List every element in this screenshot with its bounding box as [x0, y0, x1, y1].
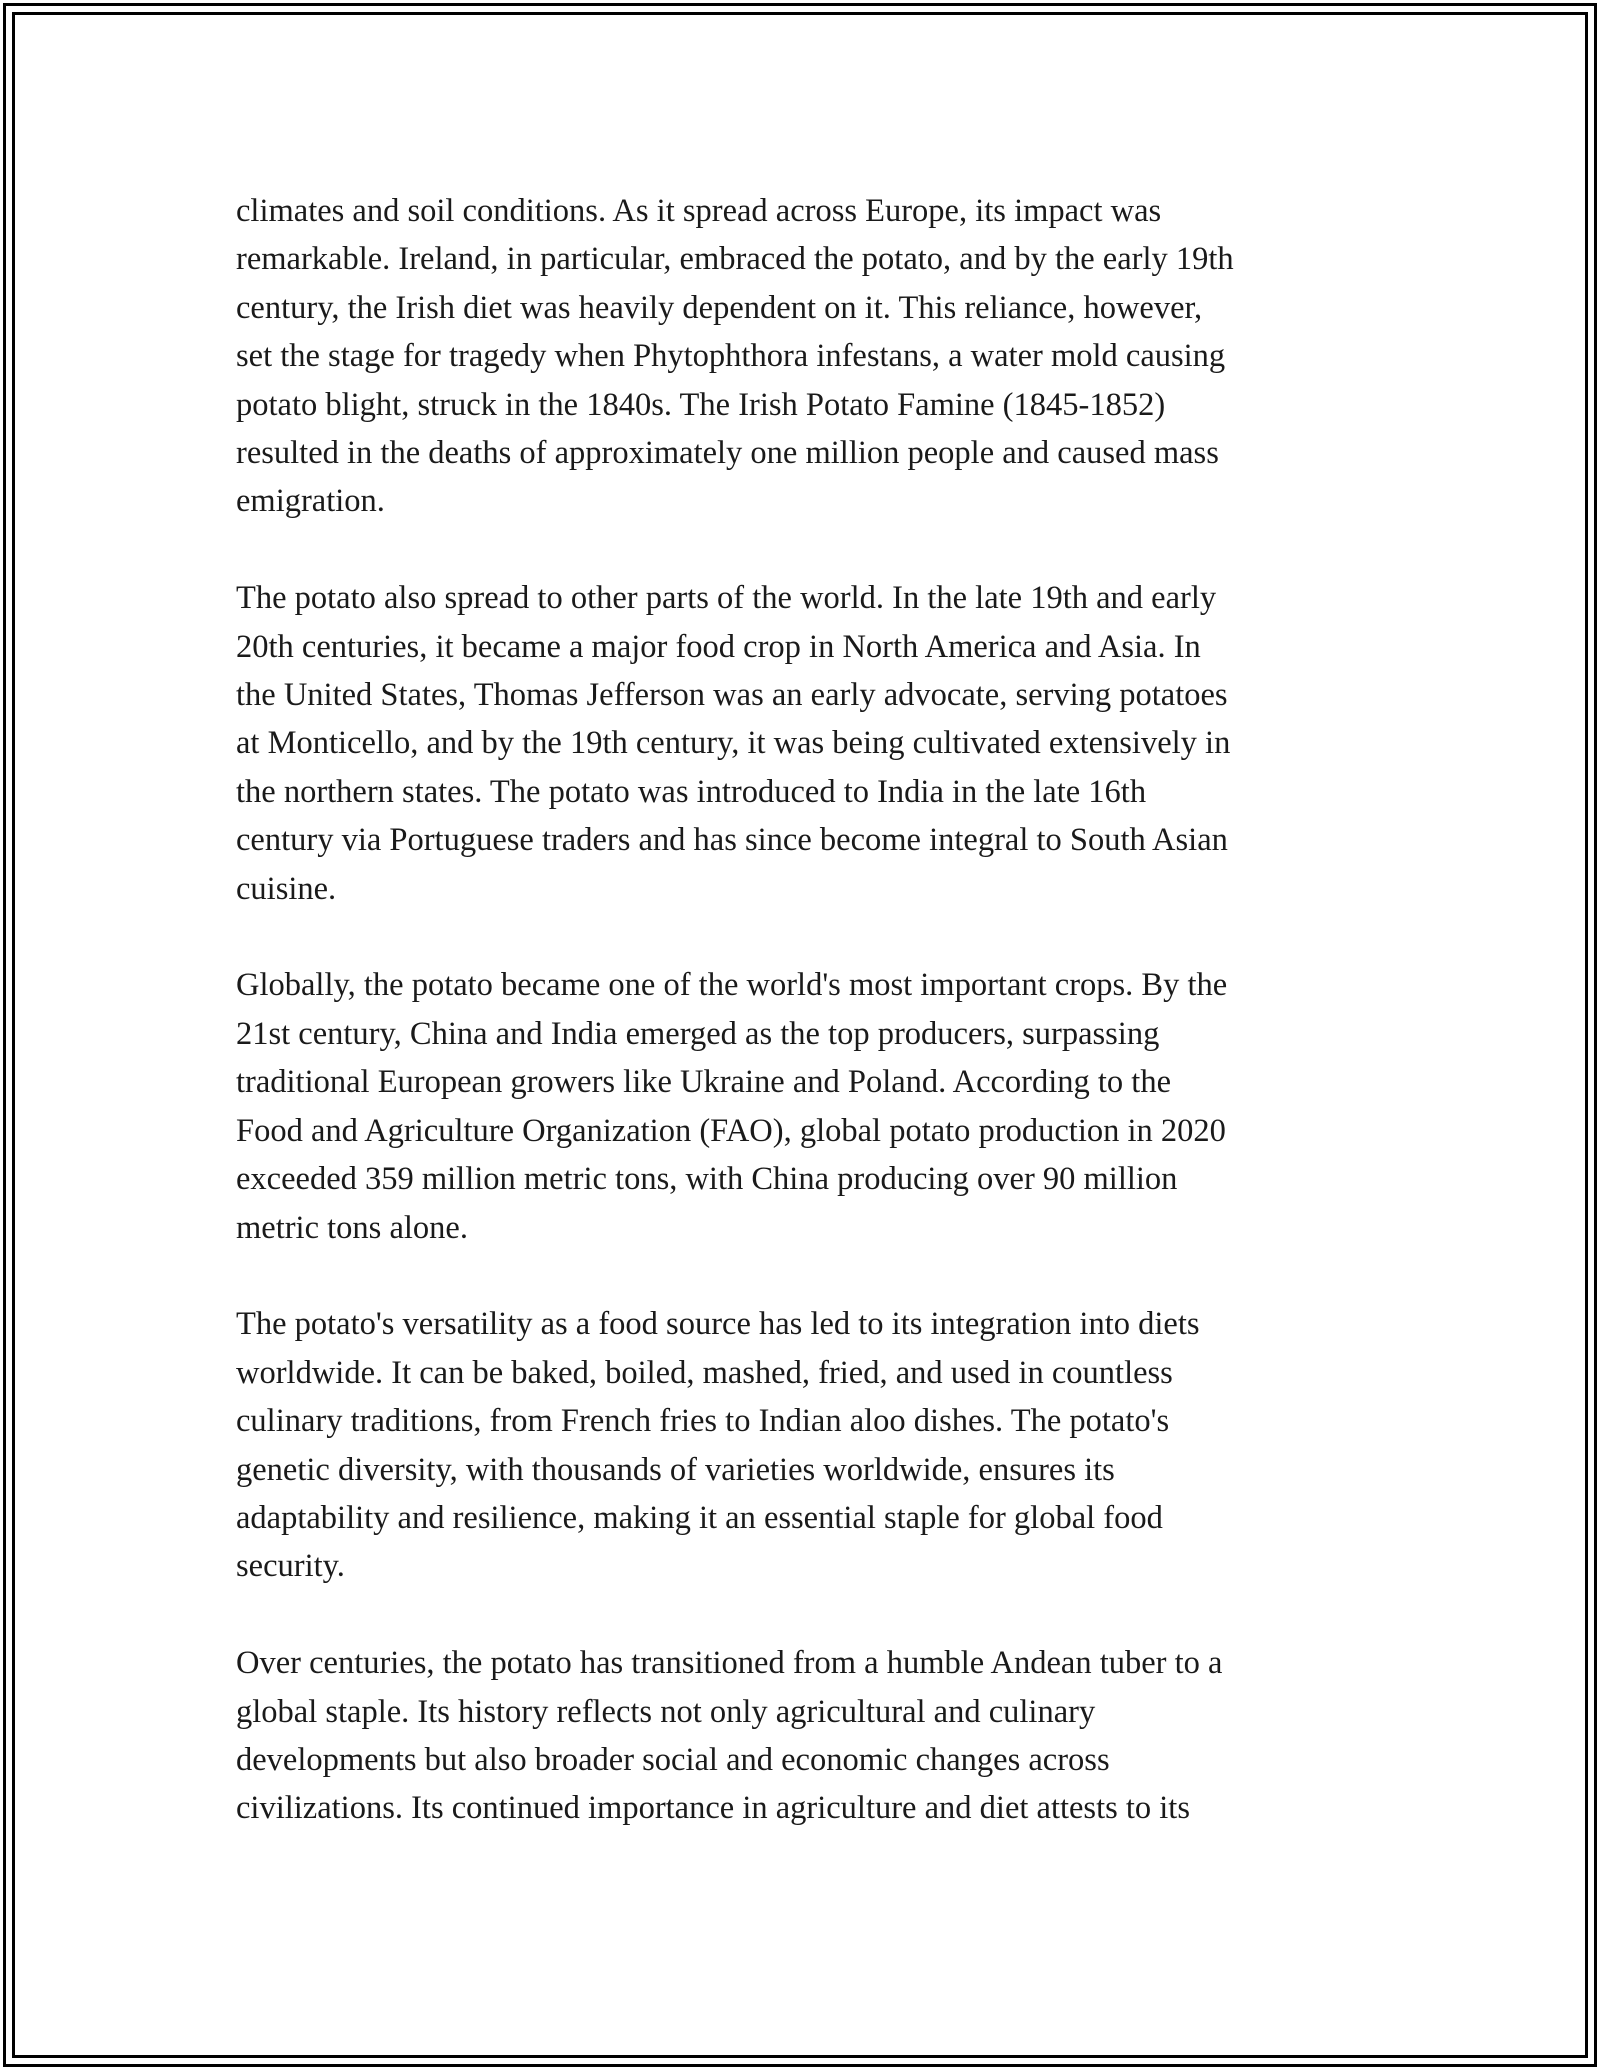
text-line: worldwide. It can be baked, boiled, mashed, fried, and used in countless [236, 1354, 1173, 1391]
text-line: The potato also spread to other parts of the world. In the late 19th and early [236, 580, 1217, 617]
text-line: Over centuries, the potato has transitioned from a humble Andean tuber to a [236, 1645, 1223, 1682]
paragraph-4 [236, 1300, 1386, 1590]
text-line: century via Portuguese traders and has since become integral to South Asian [236, 822, 1228, 859]
paragraph-3 [236, 961, 1386, 1251]
text-line: remarkable. Ireland, in particular, embraced the potato, and by the early 19th [236, 241, 1234, 278]
text-line: Globally, the potato became one of the world's most important crops. By the [236, 967, 1228, 1004]
text-line: century, the Irish diet was heavily dependent on it. This reliance, however, [236, 289, 1203, 326]
text-line: set the stage for tragedy when Phytophthora infestans, a water mold causing [236, 338, 1226, 375]
text-line: metric tons alone. [236, 1209, 468, 1246]
text-line: traditional European growers like Ukraine and Poland. According to the [236, 1064, 1172, 1101]
text-line: emigration. [236, 483, 385, 520]
text-line: resulted in the deaths of approximately one million people and caused mass [236, 435, 1219, 472]
text-line: cuisine. [236, 870, 337, 907]
paragraph-1 [236, 187, 1386, 526]
text-line: at Monticello, and by the 19th century, it was being cultivated extensively in [236, 725, 1231, 762]
paragraph-2 [236, 574, 1386, 913]
text-line: the United States, Thomas Jefferson was an early advocate, serving potatoes [236, 677, 1228, 714]
text-line: exceeded 359 million metric tons, with China producing over 90 million [236, 1161, 1178, 1198]
text-line: the northern states. The potato was introduced to India in the late 16th [236, 773, 1147, 810]
text-line: 20th centuries, it became a major food crop in North America and Asia. In [236, 628, 1201, 665]
text-line: 21st century, China and India emerged as the top producers, surpassing [236, 1015, 1160, 1052]
text-line: climates and soil conditions. As it spread across Europe, its impact was [236, 193, 1162, 229]
text-line: Food and Agriculture Organization (FAO), global potato production in 2020 [236, 1112, 1226, 1149]
text-line: The potato's versatility as a food source has led to its integration into diets [236, 1306, 1200, 1343]
text-line: culinary traditions, from French fries to Indian aloo dishes. The potato's [236, 1403, 1170, 1440]
text-line: genetic diversity, with thousands of varieties worldwide, ensures its [236, 1451, 1115, 1488]
document-body [236, 187, 1386, 1881]
text-line: security. [236, 1548, 345, 1585]
text-line: civilizations. Its continued importance in agriculture and diet attests to its [236, 1790, 1190, 1827]
paragraph-5 [236, 1639, 1386, 1833]
text-line: potato blight, struck in the 1840s. The Irish Potato Famine (1845-1852) [236, 386, 1166, 423]
text-line: adaptability and resilience, making it an essential staple for global food [236, 1499, 1163, 1536]
text-line: global staple. Its history reflects not only agricultural and culinary [236, 1693, 1096, 1730]
text-line: developments but also broader social and economic changes across [236, 1741, 1110, 1778]
